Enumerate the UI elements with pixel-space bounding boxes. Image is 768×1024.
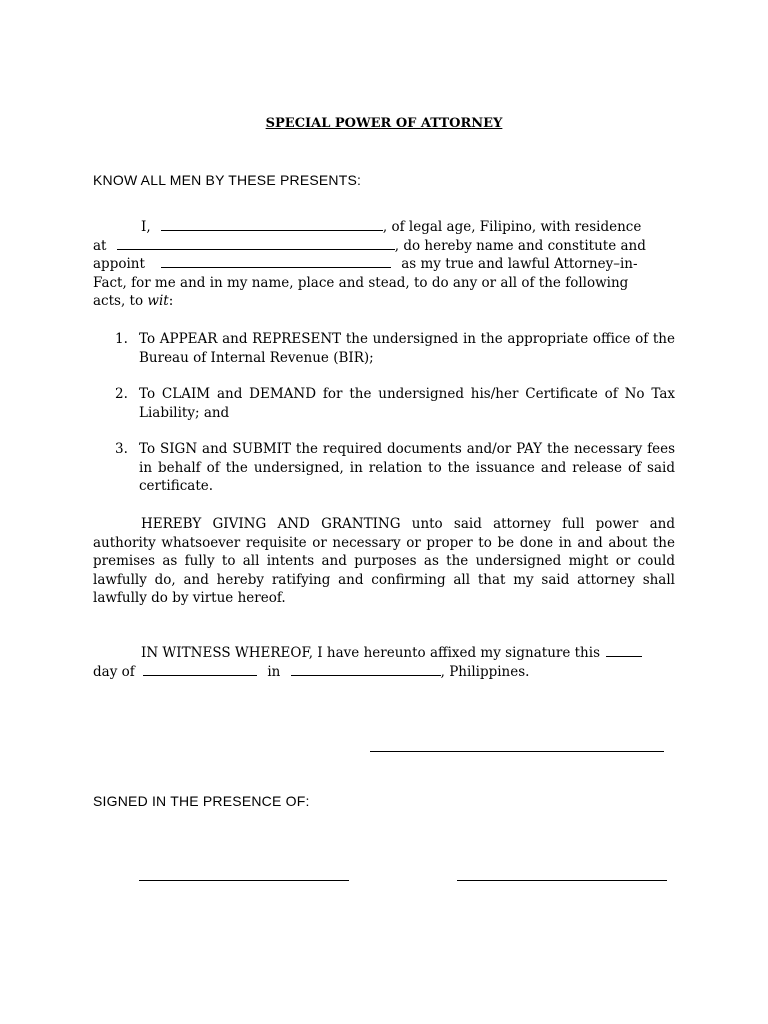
item-number: 2.: [115, 386, 128, 402]
principal-signature-line[interactable]: [370, 751, 664, 752]
name-blank[interactable]: [161, 218, 383, 231]
intro-text: acts, to: [93, 293, 144, 309]
list-item: [115, 385, 675, 422]
item-number: 1.: [115, 331, 128, 347]
day-blank[interactable]: [606, 644, 642, 657]
list-item: [115, 440, 675, 496]
intro-text: at: [93, 237, 107, 254]
witness-text: day of: [93, 663, 135, 680]
witness-2-signature-line[interactable]: [457, 880, 667, 881]
intro-line-5: [93, 292, 675, 311]
month-blank[interactable]: [143, 663, 257, 676]
item-text: To SIGN and SUBMIT the required documents and/or PAY the necessary fees in behalf of the undersigned, in relation to the issuance and release of said certificate.: [139, 441, 675, 494]
witness-text: in: [267, 663, 281, 680]
intro-line-1: [93, 218, 675, 237]
presence-heading: SIGNED IN THE PRESENCE OF:: [93, 793, 310, 809]
intro-line-4: Fact, for me and in my name, place and stead, to do any or all of the following: [93, 274, 629, 291]
intro-italic: wit: [147, 293, 169, 309]
intro-text: as my true and lawful Attorney–in-: [401, 256, 638, 272]
attorney-blank[interactable]: [161, 255, 391, 268]
greeting: KNOW ALL MEN BY THESE PRESENTS:: [93, 172, 362, 188]
intro-text: , do hereby name and constitute and: [394, 237, 646, 254]
place-blank[interactable]: [291, 663, 441, 676]
granting-paragraph: HEREBY GIVING AND GRANTING unto said attorney full power and authority whatsoever requisite or necessary or proper to be done in and about the premises as fully to all intents and purposes as the undersigned might or could lawfully do, and hereby ratifying and confirming all that my said attorney shall lawfully do by virtue hereof.: [93, 516, 675, 606]
document-title: SPECIAL POWER OF ATTORNEY: [265, 116, 503, 131]
item-text: To CLAIM and DEMAND for the undersigned his/her Certificate of No Tax Liability; and: [139, 386, 675, 421]
item-number: 3.: [115, 441, 128, 457]
intro-text: I,: [141, 219, 151, 235]
witness-text: , Philippines.: [440, 663, 530, 680]
intro-paragraph: [93, 218, 675, 311]
intro-text: appoint: [93, 256, 145, 272]
residence-blank[interactable]: [117, 237, 395, 250]
list-item: [115, 330, 675, 367]
witness-text: IN WITNESS WHEREOF, I have hereunto affixed my signature this: [141, 645, 600, 661]
intro-text: , of legal age, Filipino, with residence: [382, 219, 642, 235]
intro-line-3: [93, 255, 675, 274]
witness-paragraph: [93, 644, 675, 681]
witness-1-signature-line[interactable]: [139, 880, 349, 881]
intro-text: :: [168, 293, 174, 309]
item-text: To APPEAR and REPRESENT the undersigned in the appropriate office of the Bureau of Internal Revenue (BIR);: [139, 331, 675, 366]
intro-line-2: [93, 237, 675, 256]
witness-line-2: [93, 663, 675, 682]
witness-line-1: [93, 644, 675, 663]
